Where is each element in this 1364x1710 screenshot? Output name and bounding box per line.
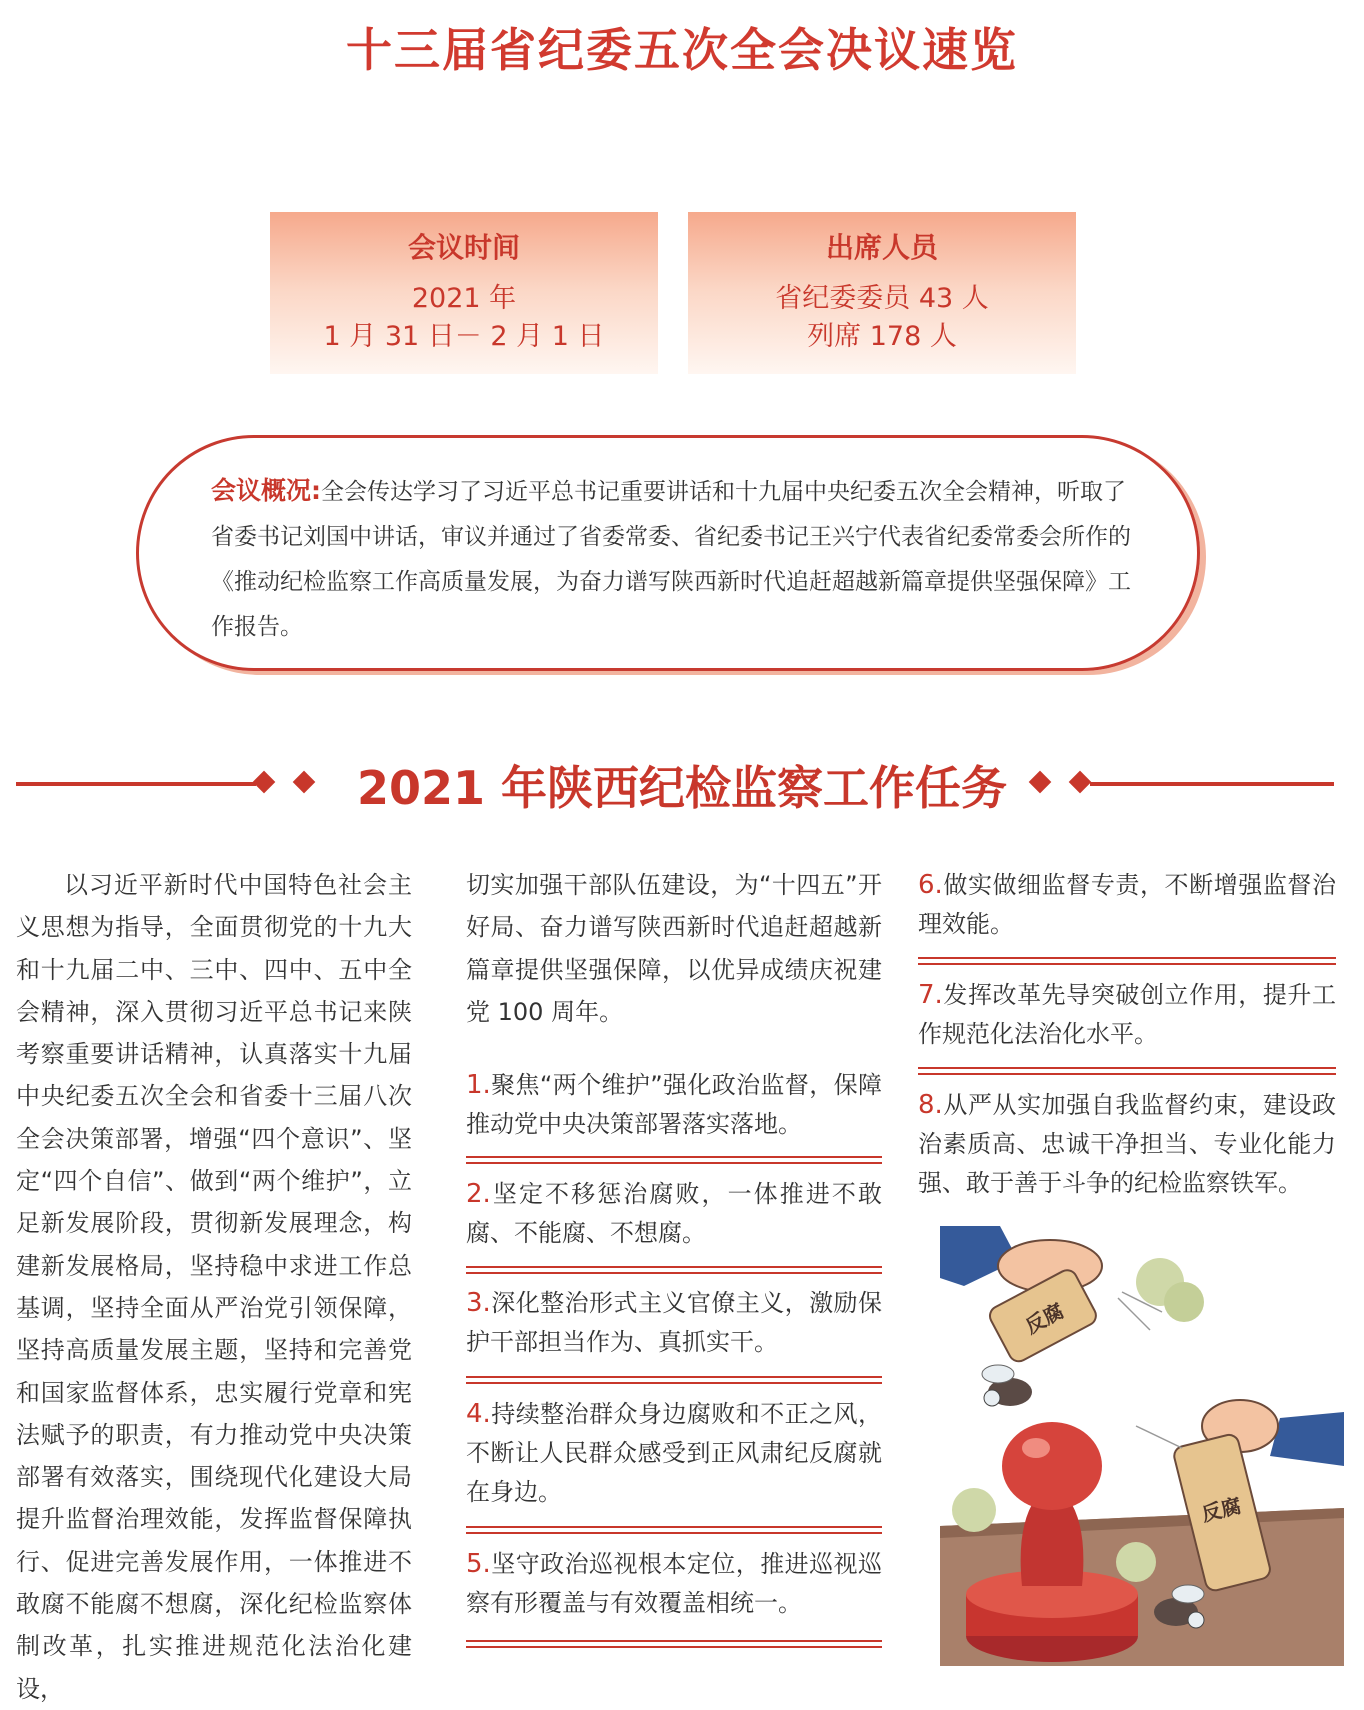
header-rule-left — [16, 782, 256, 786]
task-divider — [918, 957, 1336, 965]
task-number: 7. — [918, 980, 943, 1010]
sleeve-right — [1270, 1412, 1344, 1466]
diamond-icon — [253, 771, 276, 794]
overview-text — [211, 468, 1131, 650]
meeting-time-year: 2021 年 — [411, 283, 517, 314]
task-item — [466, 1545, 882, 1623]
task-text: 聚焦“两个维护”强化政治监督，保障推动党中央决策部署落实落地。 — [466, 1071, 882, 1138]
stamp-knob — [1002, 1422, 1102, 1510]
task-number: 1. — [466, 1070, 491, 1100]
attendees-label: 出席人员 — [825, 231, 938, 264]
task-number: 2. — [466, 1179, 491, 1209]
fly-icon — [982, 1365, 1032, 1406]
overview-body: 全会传达学习了习近平总书记重要讲话和十九届中央纪委五次全会精神，听取了省委书记刘国中讲话，审议并通过了省委常委、省纪委书记王兴宁代表省纪委常委会所作的《推动纪检监察工作高质量发展，为奋力谱写陕西新时代追赶超越新篇章提供坚强保障》工作报告。 — [211, 479, 1131, 640]
task-text: 发挥改革先导突破创立作用，提升工作规范化法治化水平。 — [918, 981, 1336, 1048]
task-text: 坚定不移惩治腐败，一体推进不敢腐、不能腐、不想腐。 — [466, 1180, 882, 1247]
task-item — [918, 1086, 1336, 1203]
spray-cloud — [952, 1488, 996, 1532]
task-item — [466, 1284, 882, 1362]
intro-paragraph: 以习近平新时代中国特色社会主义思想为指导，全面贯彻党的十九大和十九届二中、三中、四中、五中全会精神，深入贯彻习近平总书记来陕考察重要讲话精神，认真落实十九届中央纪委五次全会和省委十三届八次全会决策部署，增强“四个意识”、坚定“四个自信”、做到“两个维护”，立足新发展阶段，贯彻新发展理念，构建新发展格局，坚持稳中求进工作总基调，坚持全面从严治党引领保障，坚持高质量发展主题，坚持和完善党和国家监督体系，忠实履行党章和宪法赋予的职责，有力推动党中央决策部署有效落实，围绕现代化建设大局提升监督治理效能，发挥监督保障执行、促进完善发展作用，一体推进不敢腐不能腐不想腐，深化纪检监察体制改革，扎实推进规范化法治化建设， — [16, 871, 412, 1703]
task-text: 做实做细监督专责，不断增强监督治理效能。 — [918, 871, 1336, 938]
attendees-nonvoting: 列席 178 人 — [807, 321, 957, 352]
spray-label: 反腐 — [1199, 1493, 1244, 1527]
task-item — [466, 1175, 882, 1253]
task-text: 从严从实加强自我监督约束，建设政治素质高、忠诚干净担当、专业化能力强、敢于善于斗争的纪检监察铁军。 — [918, 1091, 1336, 1197]
task-divider — [918, 1067, 1336, 1075]
spray-cloud — [1116, 1542, 1156, 1582]
task-divider — [466, 1526, 882, 1534]
meeting-time-box — [270, 212, 658, 374]
task-item — [466, 1395, 882, 1512]
task-number: 4. — [466, 1399, 491, 1429]
meeting-time-dates: 1 月 31 日－ 2 月 1 日 — [323, 321, 605, 352]
overview-label: 会议概况: — [211, 476, 321, 505]
stamp-handle — [1021, 1498, 1084, 1586]
task-item — [918, 976, 1336, 1054]
anti-corruption-illustration — [940, 1226, 1344, 1666]
task-text: 持续整治群众身边腐败和不正之风，不断让人民群众感受到正风肃纪反腐就在身边。 — [466, 1400, 882, 1506]
section-title: 2021 年陕西纪检监察工作任务 — [356, 761, 1008, 815]
diamond-icon — [293, 771, 316, 794]
spray-label: 反腐 — [1021, 1298, 1068, 1339]
intro-paragraph-continued: 切实加强干部队伍建设，为“十四五”开好局、奋力谱写陕西新时代追赶超越新篇章提供坚强保障，以优异成绩庆祝建党 100 周年。 — [466, 871, 882, 1026]
task-number: 3. — [466, 1288, 491, 1318]
task-number: 8. — [918, 1090, 943, 1120]
task-divider — [466, 1156, 882, 1164]
task-text: 坚守政治巡视根本定位，推进巡视巡察有形覆盖与有效覆盖相统一。 — [466, 1550, 882, 1617]
task-divider — [466, 1376, 882, 1384]
overview-box — [136, 435, 1200, 671]
header-rule-right — [1090, 782, 1334, 786]
task-text: 深化整治形式主义官僚主义，激励保护干部担当作为、真抓实干。 — [466, 1289, 882, 1356]
task-number: 5. — [466, 1549, 491, 1579]
attendees-members: 省纪委委员 43 人 — [775, 283, 989, 314]
task-divider — [466, 1266, 882, 1274]
task-number: 6. — [918, 870, 943, 900]
meeting-time-label: 会议时间 — [407, 231, 520, 264]
page-title: 十三届省纪委五次全会决议速览 — [346, 23, 1018, 77]
section-header — [0, 752, 1364, 816]
attendees-box — [688, 212, 1076, 374]
task-item — [466, 1066, 882, 1144]
diamond-icon — [1069, 771, 1092, 794]
task-divider — [466, 1640, 882, 1648]
task-item — [918, 866, 1336, 944]
